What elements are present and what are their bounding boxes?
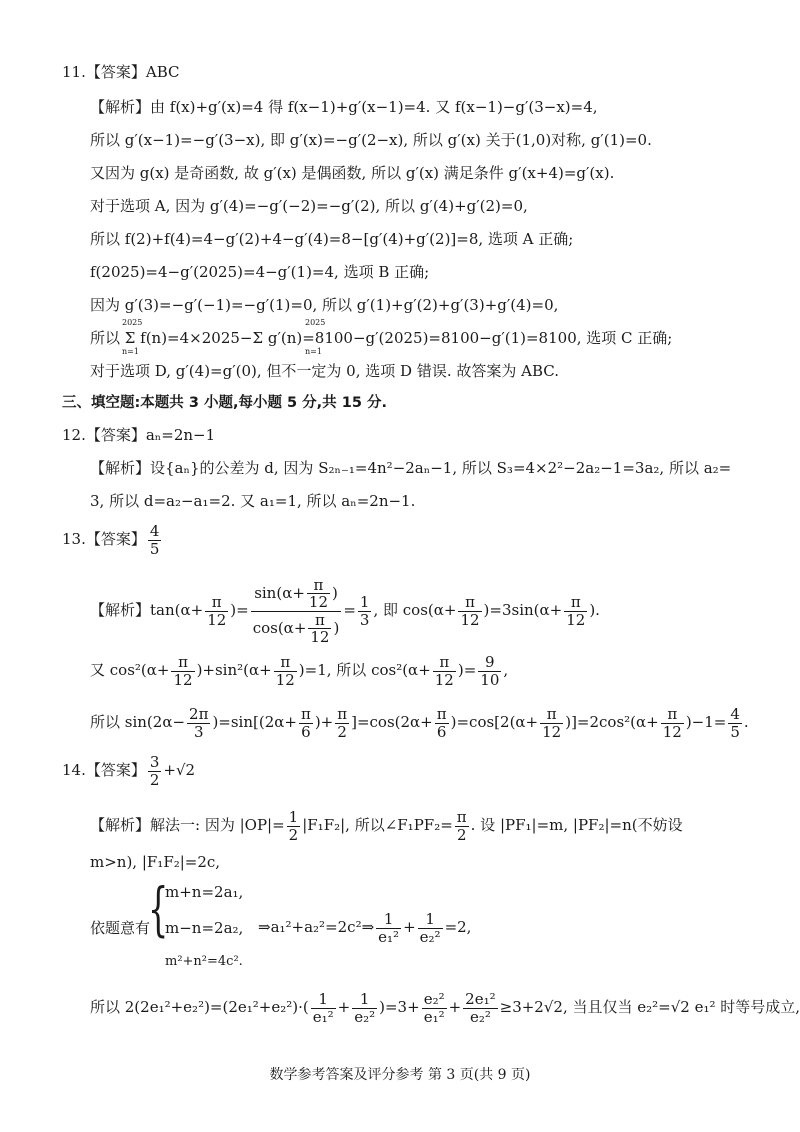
q12-line-1: 【解析】设{aₙ}的公差为 d, 因为 S₂ₙ₋₁=4n²−2aₙ−1, 所以 S₃=4×2²−2a₂−1=3a₂, 所以 a₂=	[90, 459, 732, 477]
q11-answer: 11.【答案】ABC	[62, 63, 180, 81]
q11-line-5: 所以 f(2)+f(4)=4−g′(2)+4−g′(4)=8−[g′(4)+g′(2)]=8, 选项 A 正确;	[90, 230, 574, 248]
q12-answer: 12.【答案】aₙ=2n−1	[62, 426, 216, 444]
q14-sys-eq-3: m²+n²=4c².	[165, 954, 243, 969]
q14-system-label: 依题意有	[90, 919, 151, 937]
q13-line-3: 所以 sin(2α− $\frac{2\pi}{3}$ )=sin[(2α+ $\frac{\pi}{6}$ )+ $\frac{\pi}{2}$ ]=cos(2α+ $\frac{\pi}{6}$ )=cos[2(α+ $\frac{\pi}{12}$ )]=2cos²(α+ $\frac{\pi}{12}$ )−1= $\frac{4}{5}$ .	[90, 705, 749, 741]
q12-line-2: 3, 所以 d=a₂−a₁=2. 又 a₁=1, 所以 aₙ=2n−1.	[90, 492, 416, 510]
q11-line-8: 所以 Σ f(n)=4×2025−Σ g′(n)=8100−g′(2025)=8100−g′(1)=8100, 选项 C 正确;	[90, 329, 673, 347]
sum-upper-2: 2025	[305, 318, 326, 327]
q11-line-7: 因为 g′(3)=−g′(−1)=−g′(1)=0, 所以 g′(1)+g′(2)+g′(3)+g′(4)=0,	[90, 296, 559, 314]
section-heading: 三、填空题:本题共 3 小题,每小题 5 分,共 15 分.	[62, 395, 387, 411]
q11-line-9: 对于选项 D, g′(4)=g′(0), 但不一定为 0, 选项 D 错误. 故答案为 ABC.	[90, 362, 559, 380]
q11-line-3: 又因为 g(x) 是奇函数, 故 g′(x) 是偶函数, 所以 g′(x) 满足条件 g′(x+4)=g′(x).	[90, 164, 615, 182]
q14-line-4: 所以 2(2e₁²+e₂²)=(2e₁²+e₂²)·( $\frac{1}{\text{e₁²}}$ + $\frac{1}{\text{e₂²}}$ )=3+ $\frac{\text{e₂²}}{\text{e₁²}}$ + $\frac{\text{2e₁²}}{\text{e₂²}}$ ≥3+2√2, 当且仅当 e₂²=√2 e₁² 时等号成立,	[90, 990, 800, 1026]
left-brace: {	[148, 875, 169, 943]
q11-line-6: f(2025)=4−g′(2025)=4−g′(1)=4, 选项 B 正确;	[90, 263, 430, 281]
q14-implication: ⇒a₁²+a₂²=2c²⇒ $\frac{1}{\text{e₁²}}$ + $\frac{1}{\text{e₂²}}$ =2,	[258, 910, 472, 946]
q14-line-1: 【解析】解法一: 因为 |OP|= $\frac{1}{2}$ |F₁F₂|, 所以∠F₁PF₂= $\frac{\pi}{2}$ . 设 |PF₁|=m, |PF₂|=n(不妨设	[90, 808, 683, 844]
q14-answer: 14.【答案】 $\frac{3}{2}$ +√2	[62, 753, 196, 789]
q11-line-4: 对于选项 A, 因为 g′(4)=−g′(−2)=−g′(2), 所以 g′(4)+g′(2)=0,	[90, 197, 528, 215]
q13-line-1: 【解析】tan(α+ $\frac{\pi}{12}$ )= sin(α+ $\frac{\pi}{12}$ ) cos(α+ $\frac{\pi}{12}$ ) = $\frac{1}{3}$ , 即 cos(α+ $\frac{\pi}{12}$ )=3sin(α+ $\frac{\pi}{12}$ ).	[90, 575, 600, 646]
q13-answer: 13.【答案】 $\frac{4}{5}$	[62, 522, 160, 558]
q14-sys-eq-2: m−n=2a₂,	[165, 919, 244, 937]
q11-line-1: 【解析】由 f(x)+g′(x)=4 得 f(x−1)+g′(x−1)=4. 又 f(x−1)−g′(3−x)=4,	[90, 98, 598, 116]
q14-sys-eq-1: m+n=2a₁,	[165, 883, 244, 901]
sum-lower-2: n=1	[305, 347, 322, 356]
page-footer: 数学参考答案及评分参考 第 3 页(共 9 页)	[269, 1067, 531, 1083]
q13-line-2: 又 cos²(α+ $\frac{\pi}{12}$ )+sin²(α+ $\frac{\pi}{12}$ )=1, 所以 cos²(α+ $\frac{\pi}{12}$ )= $\frac{9}{10}$ ,	[90, 653, 509, 689]
answer-page: 11.【答案】ABC 【解析】由 f(x)+g′(x)=4 得 f(x−1)+g′(x−1)=4. 又 f(x−1)−g′(3−x)=4, 所以 g′(x−1)=−g′(3−x), 即 g′(x)=−g′(2−x), 所以 g′(x) 关于(1,0)对称, g′(1)=0. 又因为 g(x) 是奇函数, 故 g′(x) 是偶函数, 所以 g′(x) 满足条件 g′(x+4)=g′(x). 对于选项 A, 因为 g′(4)=−g′(−2)=−g′(2), 所以 g′(4)+g′(2)=0, 所以 f(2)+f(4)=4−g′(2)+4−g′(4)=8−[g′(4)+g′(2)]=8, 选项 A 正确; f(2025)=4−g′(2025)=4−g′(1)=4, 选项 B 正确; 因为 g′(3)=−g′(−1)=−g′(1)=0, 所以 g′(1)+g′(2)+g′(3)+g′(4)=0, 2025 2025 所以 Σ f(n)=4×2025−Σ g′(n)=8100−g′(2025)=8100−g′(1)=8100, 选项 C 正确; n=1 n=1 对于选项 D, g′(4)=g′(0), 但不一定为 0, 选项 D 错误. 故答案为 ABC. 三、填空题:本题共 3 小题,每小题 5 分,共 15 分. 12.【答案】aₙ=2n−1 【解析】设{aₙ}的公差为 d, 因为 S₂ₙ₋₁=4n²−2aₙ−1, 所以 S₃=4×2²−2a₂−1=3a₂, 所以 a₂= 3, 所以 d=a₂−a₁=2. 又 a₁=1, 所以 aₙ=2n−1. 13.【答案】 $\frac{4}{5}$ 【解析】tan(α+ $\frac{\pi}{12}$ )= sin(α+ $\frac{\pi}{12}$ ) cos(α+ $\frac{\pi}{12}$ ) = $\frac{1}{3}$ , 即 cos(α+ $\frac{\pi}{12}$ )=3sin(α+ $\frac{\pi}{12}$ ). 又 cos²(α+ $\frac{\pi}{12}$ )+sin²(α+ $\frac{\pi}{12}$ )=1, 所以 cos²(α+ $\frac{\pi}{12}$ )= $\frac{9}{10}$ , 所以 sin(2α− $\frac{2\pi}{3}$ )=sin[(2α+ $\frac{\pi}{6}$ )+ $\frac{\pi}{2}$ ]=cos(2α+ $\frac{\pi}{6}$ )=cos[2(α+ $\frac{\pi}{12}$ )]=2cos²(α+ $\frac{\pi}{12}$ )−1= $\frac{4}{5}$ . 14.【答案】 $\frac{3}{2}$ +√2 【解析】解法一: 因为 |OP|= $\frac{1}{2}$ |F₁F₂|, 所以∠F₁PF₂= $\frac{\pi}{2}$ . 设 |PF₁|=m, |PF₂|=n(不妨设 m>n), |F₁F₂|=2c, 依题意有 { m+n=2a₁, m−n=2a₂, m²+n²=4c². ⇒a₁²+a₂²=2c²⇒ $\frac{1}{\text{e₁²}}$ + $\frac{1}{\text{e₂²}}$ =2, 所以 2(2e₁²+e₂²)=(2e₁²+e₂²)·( $\frac{1}{\text{e₁²}}$ + $\frac{1}{\text{e₂²}}$ )=3+ $\frac{\text{e₂²}}{\text{e₁²}}$ + $\frac{\text{2e₁²}}{\text{e₂²}}$ ≥3+2√2, 当且仅当 e₂²=√2 e₁² 时等号成立, 数学参考答案及评分参考 第 3 页(共 9 页)	[0, 0, 800, 1132]
q11-line-2: 所以 g′(x−1)=−g′(3−x), 即 g′(x)=−g′(2−x), 所以 g′(x) 关于(1,0)对称, g′(1)=0.	[90, 131, 652, 149]
q14-line-2: m>n), |F₁F₂|=2c,	[90, 853, 221, 871]
